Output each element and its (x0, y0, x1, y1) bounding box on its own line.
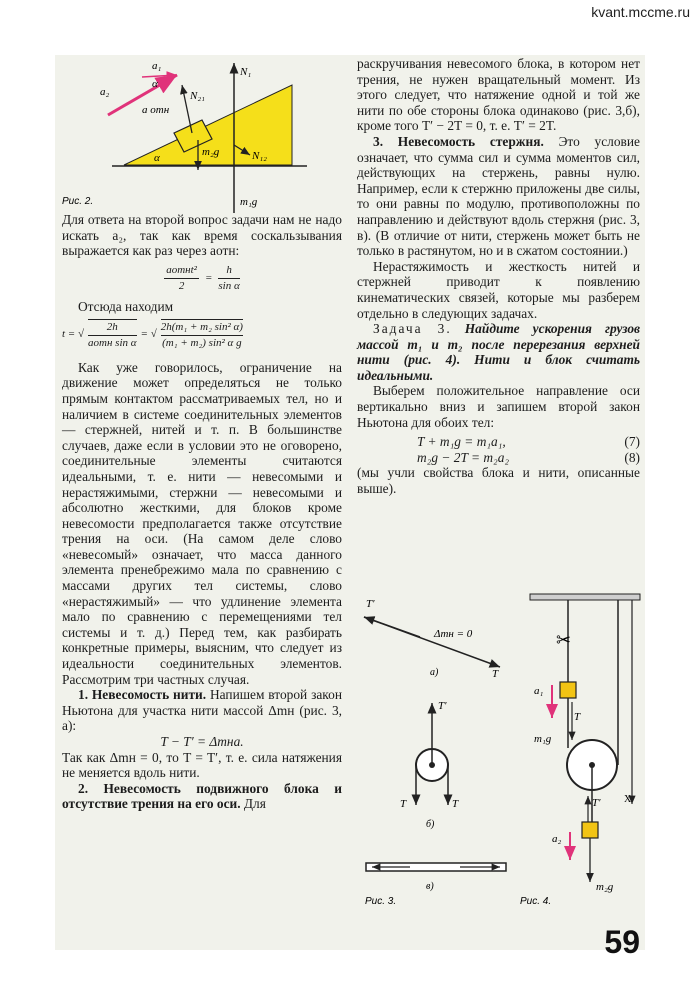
formula-1: aотнt² 2 = $\frac{h}{\text{sin α}}$ (62, 263, 342, 295)
page-number: 59 (604, 924, 640, 960)
fig3v-label: в) (426, 881, 434, 892)
fig3a-dm: Δmн = 0 (434, 628, 473, 640)
left-paragraph-5: Так как Δmн = 0, то T = T′, т. е. сила натяжения не меняется вдоль нити. (62, 749, 342, 781)
fig3b-label: б) (426, 819, 435, 830)
left-p6-text: Для (240, 796, 266, 812)
formula-1-num: aотнt² (164, 263, 199, 280)
formula-3: T − T′ = Δmнa. (160, 734, 244, 749)
fig4-X: X (624, 794, 632, 805)
mass-1 (560, 682, 576, 698)
fig2-label-a1: a₁ (152, 60, 162, 72)
fig2-label-N1: N₁ (240, 66, 252, 78)
fig3b-Tprime: T′ (438, 700, 447, 712)
fig4-a2: a₂ (552, 833, 562, 845)
figure-4 (520, 590, 645, 900)
left-paragraph-4 (62, 687, 342, 734)
formula-2-mid-num: 2h (88, 320, 137, 337)
right-paragraph-5: Выберем положительное направление оси вертикально вниз и запишем второй закон Ньютона для обоих тел: (357, 383, 640, 430)
right-paragraph-6: (мы учли свойства блока и нити, описанные выше). (357, 465, 640, 497)
right-p4-text: Найдите ускорения грузов массой m₁ и m₂ после перерезания верхней нити (рис. 4). Нити и блок считать идеальными. (357, 321, 640, 383)
formula-2-mid-den: aотн sin α (88, 337, 137, 350)
scissors-icon: ✂ (556, 630, 572, 650)
left-paragraph-3: Как уже говорилось, ограничение на движение может определяться не только прямым контактом рассматриваемых тел, но и наличием в системе соединительных элементов — стержней, нитей и т. п. В большинстве случаев, даже если в условии это не оговорено, соединительные элементы считаются идеальными, т. е. нити — невесомыми и нерастяжимыми, стержни — невесомыми и абсолютно жесткими, для блоков кроме невесомости предполагается также отсутствие трения на оси. (На самом деле слово «невесомый» означает, что масса данного элемента пренебрежимо мала по сравнению с массами других тел системы, слово «нерастяжимый» — что удлинение элемента мало по сравнению с перемещениями тел системы и т. д.) Перед тем, как разбирать конкретные примеры, выясним, что следует из идеальности соединительных элементов. Рассмотрим три частных случая. (62, 359, 342, 687)
right-paragraph-3: Нерастяжимость и жесткость нитей и стержней приводит к появлению кинематических связей, которые мы разберем отдельно в следующих задачах. (357, 258, 640, 321)
figure-4-caption: Рис. 4. (520, 896, 552, 907)
formula-1-rhs-num: h (218, 263, 239, 280)
right-p4-heading: Задача 3. (373, 321, 452, 337)
formula-2-eq: = √ (140, 328, 157, 341)
equation-8: m₂g − 2T = m₂a₂ (417, 449, 510, 465)
fig2-label-N21: N₂₁ (190, 90, 205, 102)
fig2-label-m1g: m₁g (240, 196, 258, 208)
site-url[interactable]: kvant.mccme.ru (591, 4, 690, 20)
left-p4-heading: 1. Невесомость нити. (78, 687, 207, 703)
fig3a-T: T (492, 668, 499, 680)
figure-3-caption: Рис. 3. (365, 896, 397, 907)
equations (417, 434, 640, 465)
formula-2-lhs: t = √ (62, 328, 85, 341)
right-paragraph-1: раскручивания невесомого блока, в котором нет трения, не нужен вращательный момент. Из этого следует, что натяжение одной и той же нити по обе стороны блока одинаково (рис. 3,б), кроме того T′ − 2T = 0, т. е. T′ = 2T. (357, 56, 640, 134)
fig2-label-a2: a₂ (100, 86, 110, 98)
fig2-label-N12: N₁₂ (252, 150, 267, 162)
right-p2-heading: 3. Невесомость стержня. (373, 133, 544, 149)
equation-7-number: (7) (624, 434, 640, 450)
left-paragraph-2: Отсюда находим (78, 298, 174, 314)
fig4-Tprime: T′ (592, 797, 601, 809)
right-p2-text: Это условие означает, что сумма сил и сумма моментов сил, действующих на стержень, равны нулю. Например, если к стержню приложены две силы, то они равны по модулю, противоположны по направлению и действуют вдоль стержня (рис. 3, в). (В отличие от нити, стержень может быть не только в растянутом, но и в сжатом состоянии.) (357, 133, 640, 259)
right-paragraph-4 (357, 321, 640, 383)
fig4-T: T (574, 711, 581, 723)
right-paragraph-2 (357, 134, 640, 259)
equation-7: T + m₁g = m₁a₁, (417, 434, 506, 450)
fig3a-Tprime: T′ (366, 598, 375, 610)
mass-2 (582, 822, 598, 838)
fig2-label-m2g: m₂g (202, 146, 220, 158)
left-p4-text: Напишем второй закон Ньютона для участка нити массой Δmн (рис. 3, а): (62, 687, 342, 734)
formula-2-rhs-den: (m₁ + m₂) sin² α g (162, 337, 242, 350)
formula-2-rhs-num: 2h(m₁ + m₂ sin² α) (161, 320, 243, 337)
ceiling (530, 594, 640, 600)
fig4-m2g: m₂g (596, 881, 614, 893)
fig2-label-alpha: α (154, 152, 160, 164)
left-paragraph-6 (62, 781, 342, 812)
fig4-m1g: m₁g (534, 733, 552, 745)
left-column (62, 212, 342, 812)
fig2-label-a-otn: a отн (142, 104, 170, 116)
figure-3 (360, 595, 520, 895)
left-p6-heading: 2. Невесомость подвижного блока и отсутствие трения на его оси. (62, 780, 342, 812)
formula-1-den: 2 (178, 280, 185, 293)
fig3a-label: а) (430, 667, 439, 678)
fig3b-T-right: T (452, 798, 459, 810)
formula-2 (62, 319, 342, 352)
fig2-label-alpha-top: α (152, 78, 158, 90)
formula-1-rhs-den: sin α (218, 280, 240, 293)
left-paragraph-1: Для ответа на второй вопрос задачи нам не надо искать a₂, так как время соскальзывания выражается как раз через aотн: (62, 212, 342, 259)
right-column (357, 56, 640, 497)
figure-2-caption: Рис. 2. (62, 196, 94, 207)
equation-8-number: (8) (624, 449, 640, 465)
fig3b-T-left: T (400, 798, 407, 810)
figure-2-inclined-plane (62, 55, 347, 215)
fig4-a1: a₁ (534, 685, 544, 697)
